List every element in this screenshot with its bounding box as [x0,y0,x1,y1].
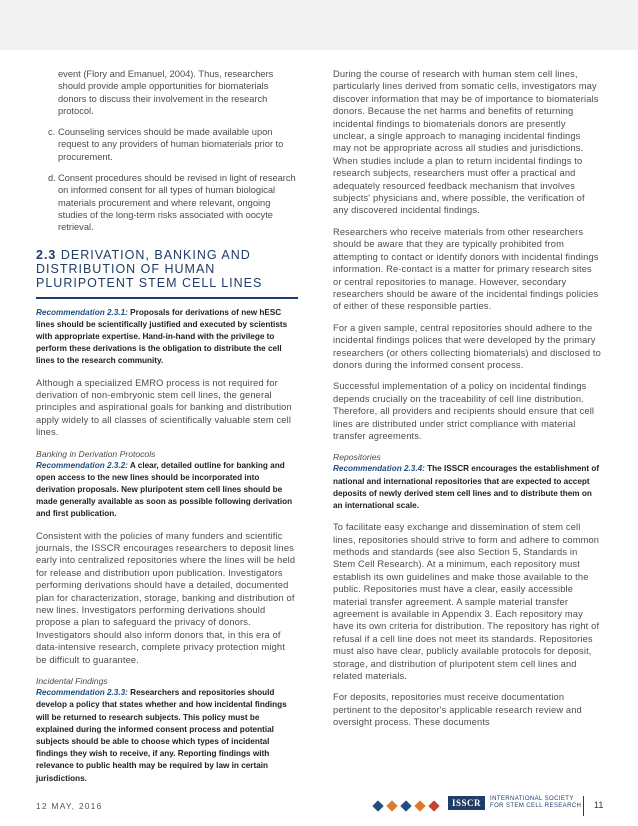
recommendation-text: A clear, detailed outline for banking and open access to the new lines should be incorporated into derivation proposals. New pluripotent stem cell lines should be made generally available as soon as possible following derivation and first publication. [36,460,293,519]
logo-text [490,796,581,810]
paragraph: Consistent with the policies of many funders and scientific journals, the ISSCR encourages researchers to deposit lines early into centralized repositories where the lines will be held for release and distribution upon publication. Investigators performing derivations should have a detailed, documented plan for characterization, storage, banking and distribution of new lines. Investigators performing derivations should propose a plan to safeguard the privacy of donors. Investigators should also inform donors that, in this era of data-intensive research, complete privacy protection might be difficult to guarantee. [36,530,296,665]
footer-date: 12 MAY, 2016 [36,801,103,811]
section-number: 2.3 [36,247,57,262]
list-item-continuation: event (Flory and Emanuel, 2004). Thus, researchers should provide ample opportunities for biomaterials donors to discuss their involvement in the research protocol. [58,69,274,116]
recommendation-2-3-2 [36,460,298,521]
recommendation-label: Recommendation 2.3.2: [36,460,128,470]
paragraph: For a given sample, central repositories should adhere to the incidental findings polices that were developed by the primary researchers (or others collecting biomaterials) and disclosed to donors during the informed consent process. [333,322,601,370]
recommendation-label: Recommendation 2.3.4: [333,464,425,474]
right-column [333,68,601,729]
paragraph: For deposits, repositories must receive documentation pertinent to the depositor's applicable research review and oversight process. These documents [333,692,582,728]
list-item-d-text: Consent procedures should be revised in light of research on informed consent for all types of human biological materials procurement and where relevant, ongoing studies of the long-term risks associated with oocyte retrieval. [58,173,296,233]
section-heading [36,248,298,290]
recommendation-label: Recommendation 2.3.1: [36,307,128,317]
logo-mark: ISSCR [448,796,485,810]
diamond-ornaments [374,800,438,812]
list-item-c [36,126,298,163]
paragraph: To facilitate easy exchange and dissemination of stem cell lines, repositories should strive to form and adhere to common methods and standards (see also Section 5, Standards in Stem Cell Research). At a minimum, each repository must establish its own guidelines and make those available to the public. Repositories must have a clear, easily accessible material transfer agreement. A sample material transfer agreement is available in Appendix 3. Each repository may have its own criteria for distribution. The repository has right of refusal if a cell line does not meet its standards. Repositories must also have clear, publicly available protocols for deposit, storage, and distribution of pluripotent stem cell lines and related materials. [333,522,600,682]
left-column [36,68,298,785]
recommendation-text: Researchers and repositories should develop a policy that states whether and how incidental findings will be returned to research subjects. This policy must be explained during the informed consent process and potential subjects should be able to choose which types of incidental findings they wish to receive, if any. Reporting findings with relevance to public health may be required by law in certain jurisdictions. [36,688,287,783]
isscr-logo [448,796,581,810]
section-title: DERIVATION, BANKING AND DISTRIBUTION OF HUMAN PLURIPOTENT STEM CELL LINES [36,247,263,290]
list-marker-c: c. [48,127,56,138]
subheading-banking: Banking in Derivation Protocols [36,448,156,459]
list-marker-d: d. [48,173,56,184]
page-footer [0,790,638,826]
page-number-divider [583,796,584,816]
paragraph: Successful implementation of a policy on incidental findings depends crucially on the traceability of cell line distribution. Therefore, all providers and recipients should ensure that cell lines are distributed under strict compliance with material transfer agreements. [333,381,595,441]
page-number: 11 [594,800,604,810]
paragraph: Although a specialized EMRO process is not required for derivation of non-embryonic stem cell lines, the general principles and aspirational goals for banking and distribution apply widely to all classes of scientifically valuable stem cell lines. [36,377,292,438]
list-item-d [36,172,298,233]
top-banner [0,0,638,50]
recommendation-2-3-1 [36,307,298,368]
recommendation-text: The ISSCR encourages the establishment of national and international repositories that are expected to accept deposits of newly derived stem cell lines and to distribute them on an international scale. [333,464,600,510]
list-item-c-text: Counseling services should be made available upon request to any providers of human biomaterials prior to procurement. [58,127,284,162]
subheading-incidental-findings: Incidental Findings [36,676,108,687]
recommendation-2-3-3 [36,687,298,785]
subheading-repositories: Repositories [333,452,381,463]
section-rule [36,297,298,299]
diamond-icon [428,800,439,811]
diamond-icon [400,800,411,811]
paragraph: During the course of research with human stem cell lines, particularly lines derived from somatic cells, investigators may discover information that may be of importance to biomaterials donors. Because the net harms and benefits of returning incidental findings to biomaterials donors are presently unclear, a single approach to managing incidental findings may not be appropriate across all studies and jurisdictions. When studies include a plan to return incidental findings to research subjects, researchers must offer a practical and adequately resourced feedback mechanism that involves subjects' physicians and, where possible, the verification of any discovered incidental findings. [333,69,599,216]
recommendation-2-3-4 [333,463,601,512]
diamond-icon [414,800,425,811]
logo-line-2: FOR STEM CELL RESEARCH [490,803,582,809]
recommendation-label: Recommendation 2.3.3: [36,688,128,698]
recommendation-text: Proposals for derivations of new hESC lines should be scientifically justified and executed by scientists with appropriate expertise. Hand-in-hand with the privilege to perform these derivations is the obligation to distribute the cell lines to the research community. [36,307,288,366]
paragraph: Researchers who receive materials from other researchers should be aware that they are typically prohibited from attempting to contact or identify donors with incidental findings information. Re-contact is a matter for primary research sites or central repositories to manage. However, secondary researchers should be aware of the incidental findings policies of either of these responsible parties. [333,226,599,312]
diamond-icon [386,800,397,811]
diamond-icon [372,800,383,811]
logo-line-1: INTERNATIONAL SOCIETY [490,796,574,802]
